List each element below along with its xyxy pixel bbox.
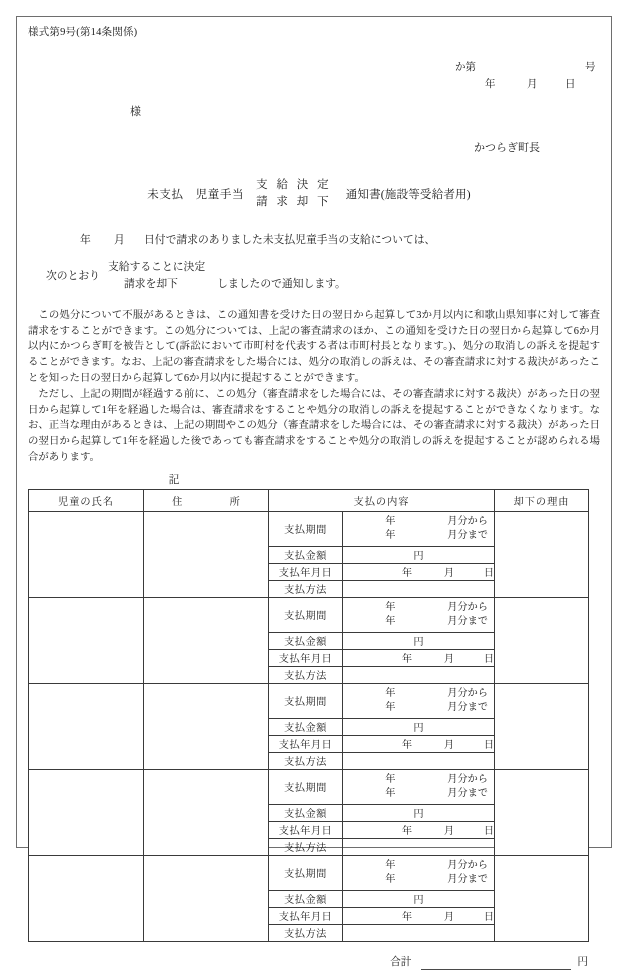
- period-from-month: 月分から: [447, 602, 488, 614]
- period-from-month: 月分から: [447, 516, 488, 528]
- payment-date-year: 年: [401, 568, 412, 580]
- payment-date-year: 年: [401, 912, 412, 924]
- label-payment-date: 支払年月日: [269, 821, 343, 838]
- cell-payment-period[interactable]: [343, 855, 495, 890]
- statement-line-1-text: 日付で請求のありました未支払児童手当の支給については、: [144, 234, 436, 247]
- period-from-year: 年: [385, 516, 396, 528]
- period-from-year: 年: [385, 860, 396, 872]
- period-from-month: 月分から: [447, 688, 488, 700]
- cell-payment-method[interactable]: [343, 924, 495, 941]
- cell-child-name[interactable]: [29, 769, 144, 855]
- issue-date-year: 年: [485, 79, 496, 90]
- cell-payment-date[interactable]: [343, 563, 495, 580]
- document-number-prefix: か第: [455, 62, 476, 73]
- payment-date-year: 年: [401, 826, 412, 838]
- period-to-month: 月分まで: [447, 787, 488, 799]
- label-payment-amount: 支払金額: [269, 718, 343, 735]
- addressee-honorific: 様: [130, 106, 141, 118]
- cell-payment-amount[interactable]: 円: [343, 890, 495, 907]
- label-payment-period: 支払期間: [269, 511, 343, 546]
- period-to-year: 年: [385, 873, 396, 885]
- statement-tail: しましたので通知します。: [217, 277, 346, 290]
- payment-details-table: [28, 489, 589, 942]
- document-number-suffix: 号: [585, 62, 596, 73]
- label-payment-amount: 支払金額: [269, 546, 343, 563]
- period-to-line: [343, 701, 494, 715]
- cell-address[interactable]: [144, 511, 269, 597]
- payment-date-month: 月: [443, 912, 454, 924]
- document-meta: [28, 59, 600, 97]
- label-payment-period: 支払期間: [269, 769, 343, 804]
- cell-reject-reason[interactable]: [495, 683, 589, 769]
- period-from-line: [343, 859, 494, 873]
- form-number: 様式第9号(第14条関係): [28, 27, 138, 38]
- claim-date-month: 月: [114, 234, 125, 247]
- statement-line-1: [28, 232, 600, 247]
- table-row: [29, 511, 589, 546]
- cell-child-name[interactable]: [29, 597, 144, 683]
- label-payment-date: 支払年月日: [269, 649, 343, 666]
- cell-reject-reason[interactable]: [495, 597, 589, 683]
- cell-payment-period[interactable]: [343, 597, 495, 632]
- cell-payment-method[interactable]: [343, 752, 495, 769]
- label-payment-period: 支払期間: [269, 683, 343, 718]
- label-payment-method: 支払方法: [269, 838, 343, 855]
- period-from-year: 年: [385, 602, 396, 614]
- period-from-line: [343, 515, 494, 529]
- cell-payment-method[interactable]: [343, 838, 495, 855]
- addressee-line: [28, 103, 600, 121]
- title-prefix: 未支払 児童手当: [147, 188, 245, 201]
- statement-lead: 次のとおり: [46, 270, 100, 283]
- period-to-year: 年: [385, 701, 396, 713]
- label-payment-method: 支払方法: [269, 580, 343, 597]
- header-reject-reason: 却下の理由: [495, 489, 589, 511]
- header-address: 住 所: [144, 489, 269, 511]
- label-payment-amount: 支払金額: [269, 890, 343, 907]
- label-payment-method: 支払方法: [269, 752, 343, 769]
- label-payment-period: 支払期間: [269, 855, 343, 890]
- table-body: [29, 511, 589, 941]
- issue-date-day: 日: [565, 79, 576, 90]
- period-from-year: 年: [385, 688, 396, 700]
- label-payment-method: 支払方法: [269, 666, 343, 683]
- claim-date-year: 年: [80, 234, 91, 247]
- payment-date-year: 年: [401, 740, 412, 752]
- period-from-line: [343, 773, 494, 787]
- legal-notice: [28, 308, 600, 466]
- statement-option-grant: 支給することに決定: [107, 261, 206, 274]
- legal-paragraph-2: ただし、上記の期間が経過する前に、この処分（審査請求をした場合には、その審査請求に対する裁決）があった日の翌日から起算して1年を経過した場合は、審査請求をすることや処分の取消しの訴えを提起することができなくなります。なお、正当な理由があるときは、上記の期間やこの処分（審査請求をした場合には、その審査請求に対する裁決）があった日の翌日から起算して1年を経過した後であっても審査請求をすることや処分の取消しの訴えを提起することが認められる場合があります。: [28, 388, 600, 464]
- title-option-grant: 支 給 決 定: [256, 179, 332, 191]
- title-suffix: 通知書(施設等受給者用): [345, 188, 471, 201]
- cell-payment-period[interactable]: [343, 511, 495, 546]
- payment-date-day: 日: [483, 740, 494, 752]
- header-payment-content: 支払の内容: [269, 489, 495, 511]
- cell-payment-date[interactable]: [343, 907, 495, 924]
- issuer-name: かつらぎ町長: [474, 142, 540, 154]
- period-from-line: [343, 601, 494, 615]
- table-header-row: [29, 489, 589, 511]
- cell-address[interactable]: [144, 683, 269, 769]
- period-from-month: 月分から: [447, 860, 488, 872]
- payment-date-day: 日: [483, 912, 494, 924]
- document-title: [28, 177, 600, 210]
- cell-child-name[interactable]: [29, 855, 144, 941]
- payment-date-day: 日: [483, 568, 494, 580]
- cell-payment-amount[interactable]: 円: [343, 718, 495, 735]
- payment-date-day: 日: [483, 654, 494, 666]
- table-row: [29, 683, 589, 718]
- period-to-line: [343, 873, 494, 887]
- period-to-line: [343, 529, 494, 543]
- cell-payment-method[interactable]: [343, 580, 495, 597]
- issue-date-month: 月: [527, 79, 538, 90]
- period-to-month: 月分まで: [447, 529, 488, 541]
- statement-option-reject: 請求を却下: [123, 277, 178, 290]
- label-payment-method: 支払方法: [269, 924, 343, 941]
- payment-date-month: 月: [443, 568, 454, 580]
- label-payment-period: 支払期間: [269, 597, 343, 632]
- total-value-field[interactable]: [421, 956, 571, 970]
- cell-payment-amount[interactable]: 円: [343, 632, 495, 649]
- cell-payment-method[interactable]: [343, 666, 495, 683]
- label-payment-date: 支払年月日: [269, 563, 343, 580]
- period-to-year: 年: [385, 615, 396, 627]
- table-row: [29, 769, 589, 804]
- statement-option-stack: [108, 259, 205, 291]
- payment-date-day: 日: [483, 826, 494, 838]
- cell-payment-amount[interactable]: 円: [343, 804, 495, 821]
- cell-payment-date[interactable]: [343, 821, 495, 838]
- title-option-stack: [256, 177, 332, 210]
- cell-address[interactable]: [144, 597, 269, 683]
- period-to-year: 年: [385, 787, 396, 799]
- cell-reject-reason[interactable]: [495, 855, 589, 941]
- payment-date-month: 月: [443, 654, 454, 666]
- label-payment-amount: 支払金額: [269, 804, 343, 821]
- payment-date-month: 月: [443, 826, 454, 838]
- cell-reject-reason[interactable]: [495, 511, 589, 597]
- label-payment-date: 支払年月日: [269, 907, 343, 924]
- cell-payment-date[interactable]: [343, 735, 495, 752]
- payment-date-year: 年: [401, 654, 412, 666]
- cell-payment-period[interactable]: [343, 683, 495, 718]
- period-to-month: 月分まで: [447, 873, 488, 885]
- total-row: [28, 954, 588, 970]
- document-body: [28, 24, 600, 970]
- total-label: 合計: [390, 956, 412, 968]
- period-to-month: 月分まで: [447, 615, 488, 627]
- table-row: [29, 855, 589, 890]
- table-row: [29, 597, 589, 632]
- period-to-line: [343, 615, 494, 629]
- period-to-year: 年: [385, 529, 396, 541]
- cell-address[interactable]: [144, 855, 269, 941]
- cell-reject-reason[interactable]: [495, 769, 589, 855]
- period-to-month: 月分まで: [447, 701, 488, 713]
- statement-line-2: [28, 259, 600, 291]
- cell-address[interactable]: [144, 769, 269, 855]
- payment-date-month: 月: [443, 740, 454, 752]
- title-option-reject: 請 求 却 下: [256, 195, 332, 208]
- period-from-year: 年: [385, 774, 396, 786]
- period-from-month: 月分から: [447, 774, 488, 786]
- cell-child-name[interactable]: [29, 511, 144, 597]
- cell-payment-date[interactable]: [343, 649, 495, 666]
- cell-payment-amount[interactable]: 円: [343, 546, 495, 563]
- cell-child-name[interactable]: [29, 683, 144, 769]
- issue-date-field: [485, 76, 576, 91]
- period-from-line: [343, 687, 494, 701]
- header-child-name: 児童の氏名: [29, 489, 144, 511]
- total-unit: 円: [577, 956, 588, 968]
- ki-marker: 記: [168, 474, 180, 486]
- label-payment-date: 支払年月日: [269, 735, 343, 752]
- period-to-line: [343, 787, 494, 801]
- cell-payment-period[interactable]: [343, 769, 495, 804]
- legal-paragraph-1: この処分について不服があるときは、この通知書を受けた日の翌日から起算して3か月以内に和歌山県知事に対して審査請求をすることができます。この処分については、上記の審査請求のほか、この通知を受けた日の翌日から起算して6か月以内にかつらぎ町を被告として(訴訟において市町村を代表する者は市町村長となります。)、処分の取消しの訴えを提起することができます。なお、上記の審査請求をした場合には、処分の取消しの訴えは、その審査請求に対する裁決があったことを知った日の翌日から起算して6か月以内に提起することができます。: [28, 309, 600, 384]
- label-payment-amount: 支払金額: [269, 632, 343, 649]
